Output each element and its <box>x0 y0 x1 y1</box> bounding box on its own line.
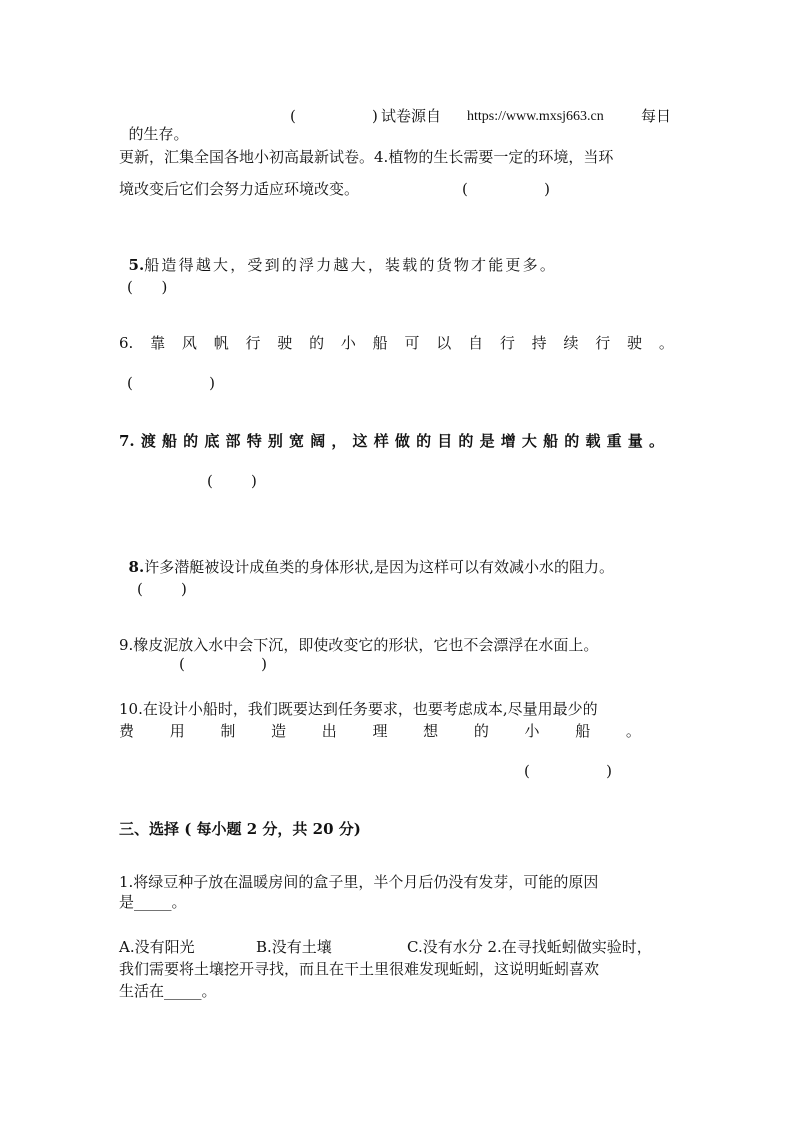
c1-option-b[interactable]: B.没有土壤 <box>256 938 332 956</box>
c1-option-c-and-q2: C.没有水分 2.在寻找蚯蚓做实验时， <box>407 938 652 956</box>
q10-char: 小 <box>524 722 540 740</box>
q3-line-3: 境改变后它们会努力适应环境改变。 <box>119 180 360 198</box>
q7-char: 的 <box>564 432 580 450</box>
q3-line-2: 更新，汇集全国各地小初高最新试卷。4.植物的生长需要一定的环境，当环 <box>119 148 614 166</box>
q7-char: 是 <box>479 432 495 450</box>
q10-char: 船 <box>575 722 591 740</box>
section-3-title: 三、选择 ( 每小题 2 分，共 20 分) <box>119 820 361 838</box>
q7-char: 这 <box>352 432 368 450</box>
q9-answer-blank[interactable]: ( ) <box>179 655 267 673</box>
q3-answer-paren-close: ) <box>372 107 378 125</box>
c1-option-a[interactable]: A.没有阳光 <box>119 938 195 956</box>
q10-char: 费 <box>119 722 135 740</box>
q6-char: 帆 <box>213 334 229 352</box>
q10-char: 想 <box>423 722 439 740</box>
q6-char: 行 <box>245 334 261 352</box>
q3-line-1 <box>119 107 189 143</box>
q9-line: 9.橡皮泥放入水中会下沉，即使改变它的形状，它也不会漂浮在水面上。 <box>119 636 599 654</box>
q7-char: 增 <box>500 432 516 450</box>
source-url-link[interactable]: https://www.mxsj663.cn <box>467 109 604 124</box>
q8-answer-blank[interactable]: ( ) <box>137 580 187 598</box>
q6-char: 行 <box>499 334 515 352</box>
q8-text: 许多潜艇被设计成鱼类的身体形状,是因为这样可以有效减小水的阻力。 <box>144 558 614 576</box>
q6-char: 驶 <box>277 334 293 352</box>
q6-char: 船 <box>372 334 388 352</box>
c1-line-2: 是_____。 <box>119 893 187 911</box>
q6-char: 驶 <box>627 334 643 352</box>
q7-char: ， <box>331 432 347 450</box>
q7-char: 重 <box>606 432 622 450</box>
q6-char: 可 <box>404 334 420 352</box>
q7-char: 特 <box>246 432 262 450</box>
q6-char: 风 <box>181 334 197 352</box>
q10-char: 的 <box>473 722 489 740</box>
q6-char: 续 <box>563 334 579 352</box>
q3-daily-text: 每日 <box>641 107 672 125</box>
q7-answer-blank[interactable]: ( ) <box>207 472 257 490</box>
q6-char: 。 <box>658 334 674 352</box>
q5-answer-blank[interactable]: ( ) <box>127 278 168 296</box>
q10-char: 用 <box>169 722 185 740</box>
q3-answer-paren-open: ( <box>290 107 296 125</box>
q7-char: 。 <box>648 432 664 450</box>
q5-text: 船造得越大，受到的浮力越大，装载的货物才能更多。 <box>144 256 558 274</box>
q10-char: 出 <box>321 722 337 740</box>
q7-char: 底 <box>204 432 220 450</box>
q7-char: 样 <box>373 432 389 450</box>
q7-char: 宽 <box>289 432 305 450</box>
q7-char: 载 <box>585 432 601 450</box>
q7-char: 7. <box>119 432 135 450</box>
q10-char: 。 <box>625 722 641 740</box>
q6-char: 靠 <box>150 334 166 352</box>
q5-number: 5. <box>128 256 145 274</box>
q7-char: 别 <box>267 432 283 450</box>
q10-char: 理 <box>372 722 388 740</box>
q6-char: 以 <box>436 334 452 352</box>
q7-line <box>119 432 664 450</box>
q7-char: 船 <box>543 432 559 450</box>
q7-char: 阔 <box>310 432 326 450</box>
c2-line-3: 生活在_____。 <box>119 982 217 1000</box>
q6-char: 持 <box>531 334 547 352</box>
q4-answer-blank[interactable]: ( ) <box>462 180 550 198</box>
q6-char: 6. <box>119 334 134 352</box>
q7-char: 的 <box>416 432 432 450</box>
q7-char: 大 <box>521 432 537 450</box>
c2-line-2: 我们需要将土壤挖开寻找，而且在干土里很难发现蚯蚓，这说明蚯蚓喜欢 <box>119 960 600 978</box>
q3-line1-text: 的生存。 <box>128 125 189 143</box>
q6-char: 自 <box>468 334 484 352</box>
q10-char: 造 <box>271 722 287 740</box>
q6-answer-blank[interactable]: ( ) <box>127 374 215 392</box>
q7-char: 渡 <box>140 432 156 450</box>
q10-line-1: 10.在设计小船时，我们既要达到任务要求，也要考虑成本,尽量用最少的 <box>119 700 598 718</box>
q7-char: 目 <box>437 432 453 450</box>
q7-char: 做 <box>394 432 410 450</box>
q6-char: 行 <box>595 334 611 352</box>
q7-char: 的 <box>183 432 199 450</box>
q5-line <box>119 238 557 274</box>
q10-char: 制 <box>220 722 236 740</box>
q7-char: 量 <box>627 432 643 450</box>
q8-number: 8. <box>128 558 145 576</box>
q10-answer-blank[interactable]: ( ) <box>524 762 612 780</box>
q10-line-2 <box>119 722 641 740</box>
q7-char: 的 <box>458 432 474 450</box>
q7-char: 船 <box>162 432 178 450</box>
q7-char: 部 <box>225 432 241 450</box>
q8-line <box>119 540 614 576</box>
c1-line-1: 1.将绿豆种子放在温暖房间的盒子里，半个月后仍没有发芽，可能的原因 <box>119 873 599 891</box>
q6-line <box>119 334 674 352</box>
q6-char: 的 <box>309 334 325 352</box>
q3-source-label: 试卷源自 <box>381 107 442 125</box>
q6-char: 小 <box>340 334 356 352</box>
